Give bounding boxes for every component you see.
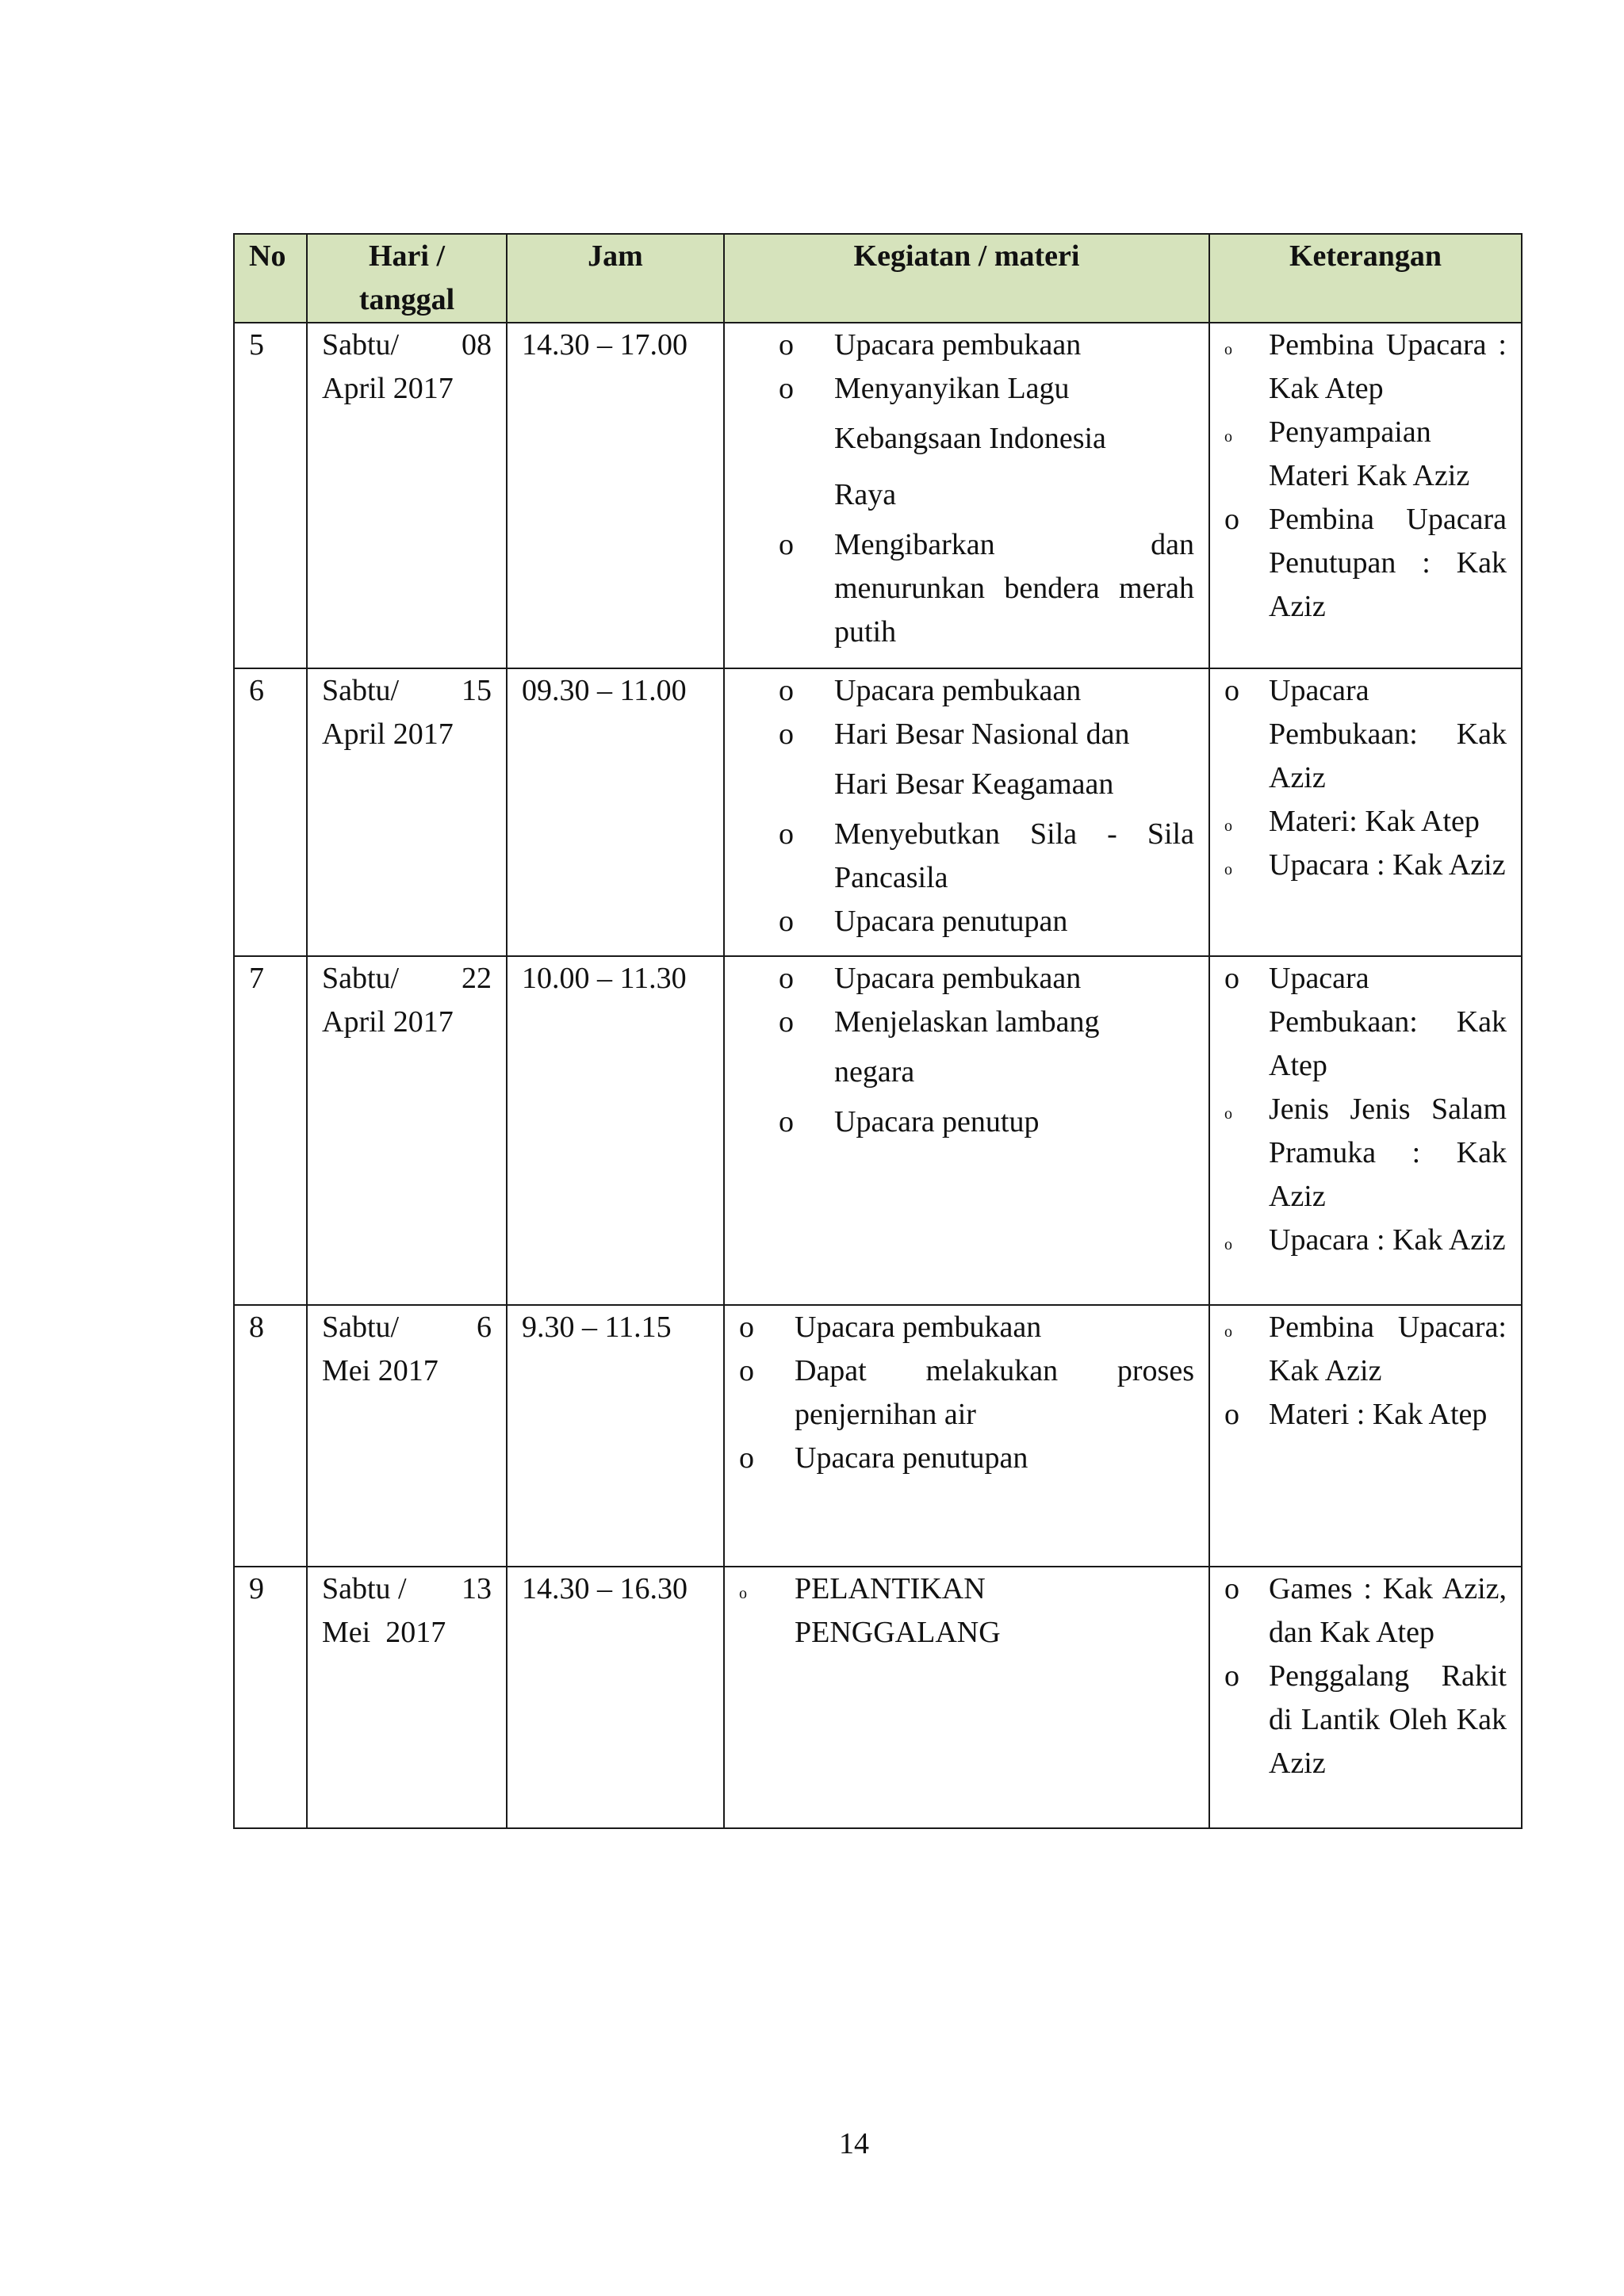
bullet-circle-icon: o — [779, 905, 794, 938]
bullet-circle-icon: o — [1224, 861, 1232, 878]
bullet-circle-icon: o — [1224, 1323, 1232, 1341]
row-month-year: Mei 2017 — [322, 1354, 439, 1387]
header-activity: Kegiatan / materi — [724, 234, 1209, 323]
table-row — [234, 323, 1522, 668]
table-row — [234, 956, 1522, 1305]
bullet-circle-icon: o — [739, 1354, 754, 1387]
bullet-circle-icon: o — [779, 1105, 794, 1138]
row-time: 9.30 – 11.15 — [507, 1305, 724, 1567]
page-number: 14 — [839, 2127, 869, 2160]
row-number: 9 — [234, 1567, 307, 1828]
list-item: o Materi: Kak Atep — [1224, 800, 1507, 844]
row-month-year: April 2017 — [322, 372, 454, 405]
header-no: No — [234, 234, 307, 323]
bullet-circle-icon: o — [779, 1005, 794, 1039]
row-activities — [724, 956, 1209, 1305]
bullet-circle-icon: o — [1224, 1572, 1239, 1605]
row-date — [307, 1305, 507, 1567]
row-day-number: 6 — [477, 1311, 492, 1344]
bullet-circle-icon: o — [739, 1585, 747, 1602]
bullet-circle-icon: o — [779, 817, 794, 851]
row-day-number: 15 — [462, 674, 492, 707]
list-item: o Upacara pembukaan — [779, 669, 1194, 713]
bullet-circle-icon: o — [739, 1441, 754, 1475]
list-item: o Upacara penutup — [779, 1100, 1194, 1144]
row-number: 8 — [234, 1305, 307, 1567]
list-item: o Upacara penutupan — [739, 1437, 1194, 1480]
list-item: o Penggalang Rakit di Lantik Oleh Kak Aziz — [1224, 1655, 1507, 1785]
bullet-circle-icon: o — [779, 674, 794, 707]
schedule-table — [233, 233, 1522, 1829]
list-item: o Upacara Pembukaan: Kak Atep — [1224, 957, 1507, 1088]
row-number: 6 — [234, 668, 307, 956]
row-day: Sabtu / — [322, 1572, 407, 1605]
row-day: Sabtu/ — [322, 674, 400, 707]
row-day-number: 22 — [462, 962, 492, 995]
bullet-circle-icon: o — [779, 528, 794, 561]
bullet-circle-icon: o — [779, 718, 794, 751]
bullet-circle-icon: o — [779, 962, 794, 995]
bullet-circle-icon: o — [1224, 1659, 1239, 1693]
list-item: o Menyanyikan Lagu — [779, 367, 1194, 411]
row-notes — [1209, 1305, 1522, 1567]
bullet-circle-icon: o — [779, 328, 794, 362]
list-item: o Menjelaskan lambang — [779, 1001, 1194, 1044]
table-row — [234, 1305, 1522, 1567]
list-item: o PELANTIKAN PENGGALANG — [739, 1572, 1001, 1649]
list-item: o Upacara : Kak Aziz — [1224, 844, 1507, 887]
row-time: 14.30 – 16.30 — [507, 1567, 724, 1828]
list-item: o Pembina Upacara: Kak Aziz — [1224, 1311, 1507, 1387]
row-day: Sabtu/ — [322, 328, 400, 362]
list-item: o Upacara pembukaan — [779, 323, 1194, 367]
list-item: o Pembina Upacara Penutupan : Kak Aziz — [1224, 498, 1507, 629]
bullet-circle-icon: o — [1224, 674, 1239, 707]
table-row — [234, 668, 1522, 956]
row-time: 10.00 – 11.30 — [507, 956, 724, 1305]
row-date — [307, 1567, 507, 1828]
row-activities — [724, 668, 1209, 956]
header-day: Hari / tanggal — [307, 234, 507, 323]
list-item: o Upacara : Kak Aziz — [1224, 1219, 1507, 1262]
header-note: Keterangan — [1209, 234, 1522, 323]
row-month-year: April 2017 — [322, 718, 454, 751]
table-row — [234, 1567, 1522, 1828]
row-date — [307, 668, 507, 956]
list-item-continuation: Kebangsaan Indonesia — [834, 422, 1106, 455]
list-item: o Pembina Upacara : Kak Atep — [1224, 328, 1507, 405]
list-item: o Penyampaian Materi Kak Aziz — [1224, 415, 1470, 492]
bullet-circle-icon: o — [1224, 1105, 1232, 1123]
row-notes — [1209, 323, 1522, 668]
list-item-continuation: negara — [834, 1055, 915, 1089]
bullet-circle-icon: o — [1224, 341, 1232, 358]
bullet-circle-icon: o — [779, 372, 794, 405]
row-month-year: April 2017 — [322, 1005, 454, 1039]
list-item: o Hari Besar Nasional dan — [779, 713, 1194, 756]
list-item: o Games : Kak Aziz, dan Kak Atep — [1224, 1567, 1507, 1655]
row-activities — [724, 323, 1209, 668]
list-item: o Menyebutkan Sila - Sila Pancasila — [779, 813, 1194, 900]
row-day: Sabtu/ — [322, 962, 400, 995]
list-item: o Mengibarkan dan menurunkan bendera merah putih — [779, 523, 1194, 654]
list-item: o Upacara penutupan — [779, 900, 1194, 943]
bullet-circle-icon: o — [1224, 1236, 1232, 1253]
row-time: 14.30 – 17.00 — [507, 323, 724, 668]
row-day-number: 13 — [462, 1572, 492, 1605]
row-activities — [724, 1567, 1209, 1828]
list-item: o Dapat melakukan proses penjernihan air — [739, 1349, 1194, 1437]
list-item: o Jenis Jenis Salam Pramuka : Kak Aziz — [1224, 1093, 1507, 1213]
list-item: o Upacara pembukaan — [739, 1306, 1194, 1349]
bullet-circle-icon: o — [1224, 1398, 1239, 1431]
row-notes — [1209, 1567, 1522, 1828]
row-time: 09.30 – 11.00 — [507, 668, 724, 956]
row-notes — [1209, 956, 1522, 1305]
list-item-continuation: Hari Besar Keagamaan — [834, 767, 1114, 801]
row-notes — [1209, 668, 1522, 956]
bullet-circle-icon: o — [1224, 817, 1232, 835]
list-item-continuation: Raya — [834, 478, 897, 511]
bullet-circle-icon: o — [1224, 503, 1239, 536]
list-item: o Upacara pembukaan — [779, 957, 1194, 1001]
bullet-circle-icon: o — [1224, 962, 1239, 995]
bullet-circle-icon: o — [739, 1311, 754, 1344]
row-date — [307, 323, 507, 668]
row-day-number: 08 — [462, 328, 492, 362]
row-activities — [724, 1305, 1209, 1567]
row-date — [307, 956, 507, 1305]
list-item: o Materi : Kak Atep — [1224, 1393, 1507, 1437]
table-header-row — [234, 234, 1522, 323]
row-number: 5 — [234, 323, 307, 668]
header-time: Jam — [507, 234, 724, 323]
list-item: o Upacara Pembukaan: Kak Aziz — [1224, 669, 1507, 800]
bullet-circle-icon: o — [1224, 428, 1232, 446]
row-month-year: Mei 2017 — [322, 1616, 446, 1649]
row-day: Sabtu/ — [322, 1311, 400, 1344]
row-number: 7 — [234, 956, 307, 1305]
